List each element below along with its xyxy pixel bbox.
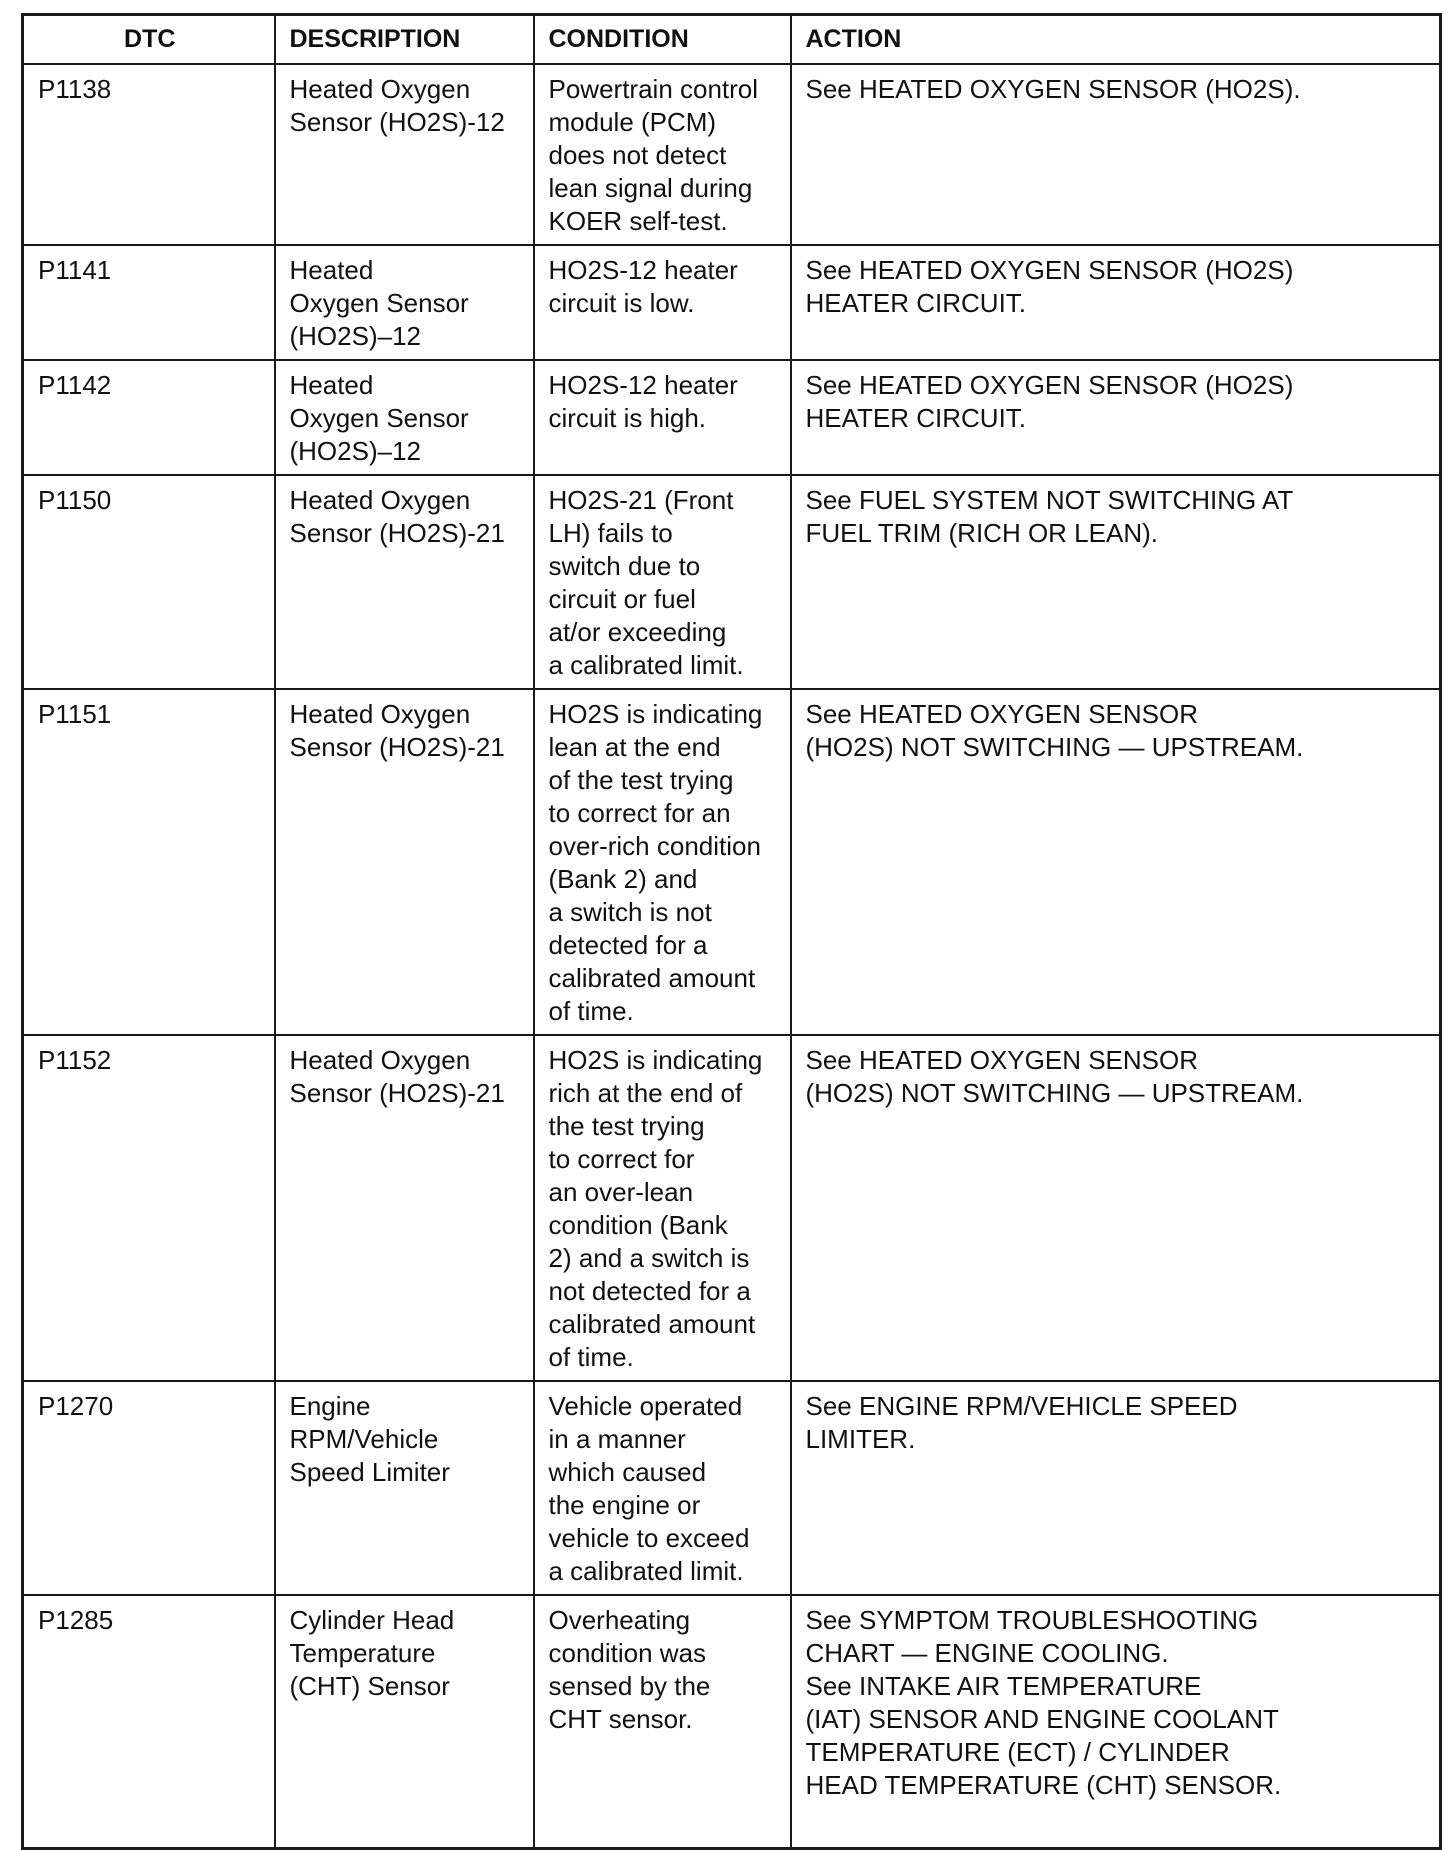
cell-description: [275, 475, 534, 689]
condition-text: HO2S-12 heater circuit is high.: [548, 370, 738, 433]
description-text: Heated Oxygen Sensor (HO2S)–12: [289, 255, 469, 351]
dtc-code: P1142: [38, 370, 112, 400]
cell-dtc: [23, 64, 275, 245]
condition-text: HO2S-21 (Front LH) fails to switch due to circuit or fuel at/or exceeding a calibrated limit.: [548, 485, 744, 680]
cell-dtc: [23, 245, 275, 360]
cell-action: [791, 360, 1441, 475]
table-row: [23, 689, 1441, 1035]
action-text: See HEATED OXYGEN SENSOR (HO2S) HEATER CIRCUIT.: [805, 370, 1294, 433]
condition-text: Powertrain control module (PCM) does not detect lean signal during KOER self-test.: [548, 74, 759, 236]
header-description: DESCRIPTION: [275, 15, 534, 65]
cell-dtc: [23, 360, 275, 475]
dtc-code: P1285: [38, 1605, 114, 1635]
cell-dtc: [23, 475, 275, 689]
table-row: [23, 475, 1441, 689]
action-text: See HEATED OXYGEN SENSOR (HO2S) HEATER CIRCUIT.: [805, 255, 1294, 318]
description-text: Cylinder Head Temperature (CHT) Sensor: [289, 1605, 455, 1701]
cell-condition: [534, 1381, 791, 1595]
action-text: See FUEL SYSTEM NOT SWITCHING AT FUEL TRIM (RICH OR LEAN).: [805, 485, 1294, 548]
action-text: See HEATED OXYGEN SENSOR (HO2S) NOT SWITCHING — UPSTREAM.: [805, 699, 1304, 762]
cell-dtc: [23, 1595, 275, 1848]
cell-condition: [534, 1035, 791, 1381]
header-dtc: DTC: [23, 15, 275, 65]
cell-condition: [534, 1595, 791, 1848]
description-text: Heated Oxygen Sensor (HO2S)-21: [289, 699, 505, 762]
cell-description: [275, 245, 534, 360]
cell-action: [791, 475, 1441, 689]
condition-text: HO2S is indicating lean at the end of the test trying to correct for an over-rich condition (Bank 2) and a switch is not detected for a calibrated amount of time.: [548, 699, 763, 1026]
cell-condition: [534, 64, 791, 245]
condition-text: Overheating condition was sensed by the CHT sensor.: [548, 1605, 711, 1734]
action-text: See ENGINE RPM/VEHICLE SPEED LIMITER.: [805, 1391, 1238, 1454]
table-row: [23, 1035, 1441, 1381]
table-header-row: [23, 15, 1441, 65]
description-text: Engine RPM/Vehicle Speed Limiter: [289, 1391, 450, 1487]
action-text: See HEATED OXYGEN SENSOR (HO2S).: [805, 74, 1301, 104]
cell-description: [275, 1381, 534, 1595]
header-condition: CONDITION: [534, 15, 791, 65]
table-row: [23, 1381, 1441, 1595]
action-text: See HEATED OXYGEN SENSOR (HO2S) NOT SWITCHING — UPSTREAM.: [805, 1045, 1304, 1108]
cell-condition: [534, 245, 791, 360]
dtc-code: P1151: [38, 699, 112, 729]
header-action: ACTION: [791, 15, 1441, 65]
cell-condition: [534, 475, 791, 689]
description-text: Heated Oxygen Sensor (HO2S)-21: [289, 1045, 505, 1108]
cell-action: [791, 1381, 1441, 1595]
cell-condition: [534, 360, 791, 475]
dtc-table: [21, 13, 1442, 1850]
action-text: See SYMPTOM TROUBLESHOOTING CHART — ENGINE COOLING. See INTAKE AIR TEMPERATURE (IAT) SENSOR AND ENGINE COOLANT TEMPERATURE (ECT) / CYLINDER HEAD TEMPERATURE (CHT) SENSOR.: [805, 1605, 1282, 1800]
cell-action: [791, 689, 1441, 1035]
dtc-code: P1150: [38, 485, 112, 515]
cell-dtc: [23, 1381, 275, 1595]
condition-text: HO2S-12 heater circuit is low.: [548, 255, 738, 318]
cell-description: [275, 1035, 534, 1381]
description-text: Heated Oxygen Sensor (HO2S)-12: [289, 74, 505, 137]
cell-action: [791, 245, 1441, 360]
cell-action: [791, 1595, 1441, 1848]
condition-text: Vehicle operated in a manner which caused the engine or vehicle to exceed a calibrated limit.: [548, 1391, 750, 1586]
table-row: [23, 64, 1441, 245]
description-text: Heated Oxygen Sensor (HO2S)–12: [289, 370, 469, 466]
table-row: [23, 1595, 1441, 1848]
cell-description: [275, 360, 534, 475]
dtc-code: P1141: [38, 255, 112, 285]
cell-dtc: [23, 689, 275, 1035]
cell-description: [275, 64, 534, 245]
table-row: [23, 245, 1441, 360]
dtc-code: P1138: [38, 74, 112, 104]
cell-action: [791, 64, 1441, 245]
condition-text: HO2S is indicating rich at the end of the test trying to correct for an over-lean condition (Bank 2) and a switch is not detected for a calibrated amount of time.: [548, 1045, 763, 1372]
dtc-code: P1270: [38, 1391, 114, 1421]
cell-description: [275, 689, 534, 1035]
description-text: Heated Oxygen Sensor (HO2S)-21: [289, 485, 505, 548]
table-row: [23, 360, 1441, 475]
cell-action: [791, 1035, 1441, 1381]
cell-dtc: [23, 1035, 275, 1381]
cell-description: [275, 1595, 534, 1848]
cell-condition: [534, 689, 791, 1035]
dtc-code: P1152: [38, 1045, 112, 1075]
